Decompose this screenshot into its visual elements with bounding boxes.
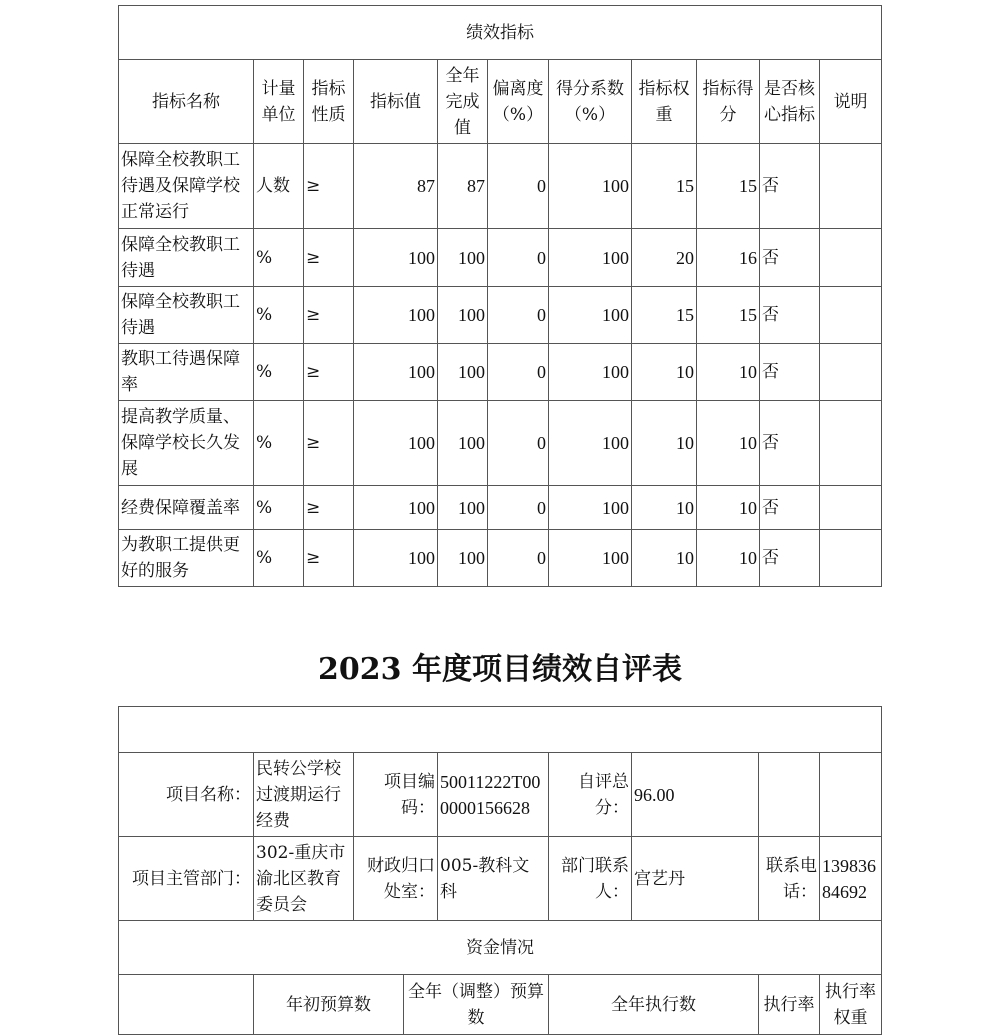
deviation-cell: 0 <box>488 344 549 401</box>
actual-cell: 100 <box>438 530 488 587</box>
table-row <box>119 486 882 530</box>
section-title-indicators: 绩效指标 <box>119 6 882 60</box>
score-cell: 15 <box>697 287 760 344</box>
dept-value: 302-重庆市渝北区教育委员会 <box>254 837 354 921</box>
self-score-label: 自评总分： <box>549 753 632 837</box>
deviation-cell: 0 <box>488 229 549 287</box>
coefficient-cell: 100 <box>549 486 632 530</box>
nature-cell: ≥ <box>304 344 354 401</box>
table-row <box>119 229 882 287</box>
header-weight: 指标权重 <box>632 60 697 144</box>
coefficient-cell: 100 <box>549 401 632 486</box>
target-cell: 100 <box>354 530 438 587</box>
nature-cell: ≥ <box>304 144 354 229</box>
score-cell: 10 <box>697 530 760 587</box>
header-coefficient: 得分系数（%） <box>549 60 632 144</box>
header-actual-value: 全年完成值 <box>438 60 488 144</box>
weight-cell: 15 <box>632 144 697 229</box>
actual-cell: 100 <box>438 229 488 287</box>
core-cell: 否 <box>760 401 820 486</box>
actual-cell: 100 <box>438 287 488 344</box>
indicator-name: 为教职工提供更好的服务 <box>119 530 254 587</box>
contact-label: 部门联系人： <box>549 837 632 921</box>
target-cell: 100 <box>354 229 438 287</box>
target-cell: 100 <box>354 344 438 401</box>
note-cell <box>820 344 882 401</box>
unit-cell: % <box>254 401 304 486</box>
indicator-name: 教职工待遇保障率 <box>119 344 254 401</box>
score-cell: 15 <box>697 144 760 229</box>
header-initial-budget: 年初预算数 <box>254 975 404 1035</box>
project-row-1 <box>119 753 882 837</box>
project-info-table <box>118 706 882 1035</box>
indicator-name: 经费保障覆盖率 <box>119 486 254 530</box>
project-row-2 <box>119 837 882 921</box>
core-cell: 否 <box>760 229 820 287</box>
phone-value: 13983684692 <box>820 837 882 921</box>
header-note: 说明 <box>820 60 882 144</box>
section-title-funds: 资金情况 <box>119 921 882 975</box>
core-cell: 否 <box>760 344 820 401</box>
weight-cell: 15 <box>632 287 697 344</box>
note-cell <box>820 530 882 587</box>
weight-cell: 20 <box>632 229 697 287</box>
score-cell: 10 <box>697 401 760 486</box>
weight-cell: 10 <box>632 401 697 486</box>
deviation-cell: 0 <box>488 401 549 486</box>
header-rate-weight: 执行率权重 <box>820 975 882 1035</box>
empty-cell <box>759 753 820 837</box>
document-title: 2023 年度项目绩效自评表 <box>318 652 682 687</box>
empty-cell <box>820 753 882 837</box>
nature-cell: ≥ <box>304 530 354 587</box>
actual-cell: 100 <box>438 344 488 401</box>
project-name-label: 项目名称： <box>119 753 254 837</box>
header-deviation: 偏离度（%） <box>488 60 549 144</box>
target-cell: 100 <box>354 401 438 486</box>
self-score-value: 96.00 <box>632 753 759 837</box>
header-execution-rate: 执行率 <box>759 975 820 1035</box>
core-cell: 否 <box>760 144 820 229</box>
header-core: 是否核心指标 <box>760 60 820 144</box>
nature-cell: ≥ <box>304 401 354 486</box>
core-cell: 否 <box>760 287 820 344</box>
header-row <box>119 60 882 144</box>
table-row <box>119 144 882 229</box>
unit-cell: % <box>254 229 304 287</box>
coefficient-cell: 100 <box>549 530 632 587</box>
table-row <box>119 530 882 587</box>
score-cell: 10 <box>697 486 760 530</box>
unit-cell: % <box>254 287 304 344</box>
project-name-value: 民转公学校过渡期运行经费 <box>254 753 354 837</box>
note-cell <box>820 144 882 229</box>
deviation-cell: 0 <box>488 486 549 530</box>
indicator-name: 保障全校教职工待遇 <box>119 229 254 287</box>
unit-cell: % <box>254 344 304 401</box>
score-cell: 10 <box>697 344 760 401</box>
header-nature: 指标性质 <box>304 60 354 144</box>
weight-cell: 10 <box>632 530 697 587</box>
indicator-name: 保障全校教职工待遇及保障学校正常运行 <box>119 144 254 229</box>
actual-cell: 100 <box>438 401 488 486</box>
coefficient-cell: 100 <box>549 144 632 229</box>
blank-header-row <box>119 707 882 753</box>
project-code-label: 项目编码： <box>354 753 438 837</box>
office-label: 财政归口处室： <box>354 837 438 921</box>
unit-cell: % <box>254 486 304 530</box>
table-row <box>119 287 882 344</box>
empty-cell <box>119 975 254 1035</box>
note-cell <box>820 401 882 486</box>
funds-header-row <box>119 975 882 1035</box>
score-cell: 16 <box>697 229 760 287</box>
funds-title-row <box>119 921 882 975</box>
table-row <box>119 401 882 486</box>
table-row <box>119 344 882 401</box>
office-value: 005-教科文科 <box>438 837 549 921</box>
header-executed-amount: 全年执行数 <box>549 975 759 1035</box>
blank-cell <box>119 707 882 753</box>
nature-cell: ≥ <box>304 287 354 344</box>
phone-label: 联系电话： <box>759 837 820 921</box>
header-adjusted-budget: 全年（调整）预算数 <box>404 975 549 1035</box>
contact-value: 宫艺丹 <box>632 837 759 921</box>
nature-cell: ≥ <box>304 486 354 530</box>
header-target-value: 指标值 <box>354 60 438 144</box>
target-cell: 100 <box>354 486 438 530</box>
coefficient-cell: 100 <box>549 229 632 287</box>
unit-cell: 人数 <box>254 144 304 229</box>
target-cell: 100 <box>354 287 438 344</box>
project-code-value: 50011222T000000156628 <box>438 753 549 837</box>
actual-cell: 87 <box>438 144 488 229</box>
core-cell: 否 <box>760 486 820 530</box>
dept-label: 项目主管部门： <box>119 837 254 921</box>
core-cell: 否 <box>760 530 820 587</box>
note-cell <box>820 486 882 530</box>
header-indicator-name: 指标名称 <box>119 60 254 144</box>
unit-cell: % <box>254 530 304 587</box>
coefficient-cell: 100 <box>549 344 632 401</box>
coefficient-cell: 100 <box>549 287 632 344</box>
indicator-name: 保障全校教职工待遇 <box>119 287 254 344</box>
actual-cell: 100 <box>438 486 488 530</box>
note-cell <box>820 229 882 287</box>
performance-indicator-table <box>118 5 882 587</box>
deviation-cell: 0 <box>488 530 549 587</box>
weight-cell: 10 <box>632 486 697 530</box>
deviation-cell: 0 <box>488 144 549 229</box>
target-cell: 87 <box>354 144 438 229</box>
weight-cell: 10 <box>632 344 697 401</box>
header-score: 指标得分 <box>697 60 760 144</box>
deviation-cell: 0 <box>488 287 549 344</box>
indicator-name: 提高教学质量、保障学校长久发展 <box>119 401 254 486</box>
header-unit: 计量单位 <box>254 60 304 144</box>
note-cell <box>820 287 882 344</box>
nature-cell: ≥ <box>304 229 354 287</box>
